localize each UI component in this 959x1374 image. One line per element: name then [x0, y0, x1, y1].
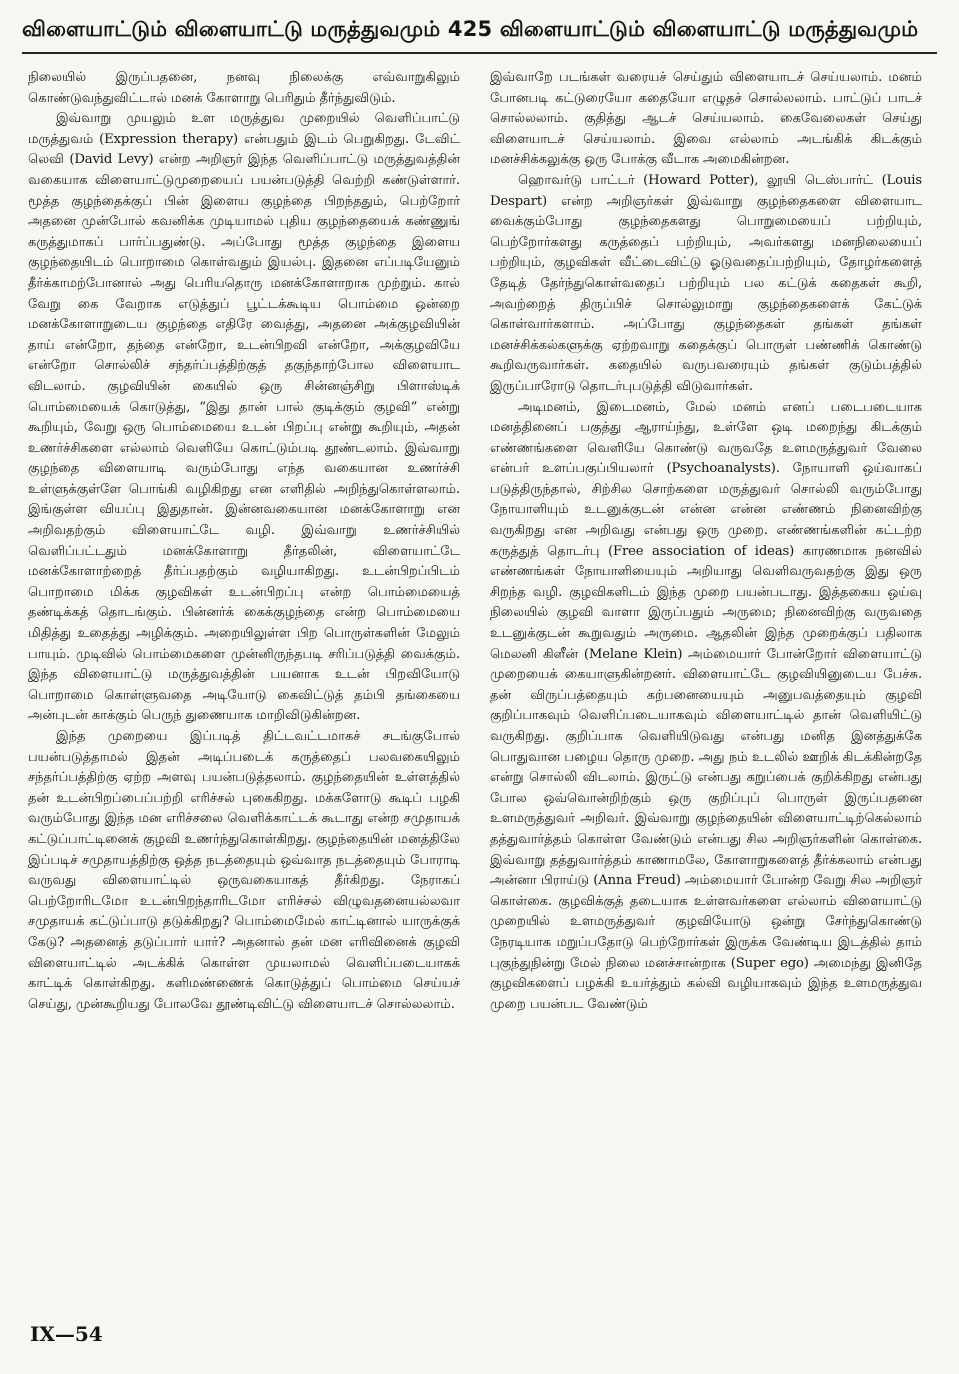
header-rule: [22, 52, 937, 54]
running-header: விளையாட்டும் விளையாட்டு மருத்துவமும் 425 விளையாட்டும் விளையாட்டு மருத்துவமும்: [22, 17, 919, 41]
paragraph: ஹொவர்டு பாட்டர் (Howard Potter), லூயி டெஸ்பார்ட் (Louis Despart) என்ற அறிஞர்கள் இவ்வாறு குழந்தைகளை விளையாட வைக்கும்போது குழந்தைகளது பொறுமையைப் பற்றியும், பெற்றோர்களது கருத்தைப் பற்றியும், அவர்களது மனநிலையைப் பற்றியும், குழவிகள் வீட்டைவிட்டு ஓடுவதைப்பற்றியும், தோழர்களைத் தேடித் தேர்ந்துகொள்வதைப் பற்றியும் பல கட்டுக் கதைகள் கூறி, அவற்றைத் திருப்பிச் சொல்லுமாறு குழந்தைகளைக் கேட்டுக் கொள்வார்களாம். அப்போது குழந்தைகள் தங்கள் தங்கள் மனச்சிக்கல்களுக்கு ஏற்றவாறு கதைக்குப் பொருள் பண்ணிக் கொண்டு கூறிவருவார்கள். கதையில் வருபவரையும் தங்கள் குடும்பத்தில் இருப்பாரோடு தொடர்புபடுத்தி விடுவார்கள்.: [490, 172, 922, 394]
paragraph: அடிமனம், இடைமனம், மேல் மனம் எனப் படைபடையாக மனத்தினைப் பகுத்து ஆராய்ந்து, உள்ளே ஒடி மறைந்து கிடக்கும் எண்ணங்களை வெளியே கொண்டு வருவதே உளமருத்துவர் வேலை என்பர் உளப்பகுப்பியலார் (Psychoanalysts). நோயாளி ஒய்வாகப் படுத்திருந்தால், சிற்சில சொற்களை மருத்துவர் சொல்லி வரும்போது நோயாளியும் உடனுக்குடன் என்ன என்ன எண்ணம் நினைவிற்கு வருகிறது என அறிவது என்பது ஒரு முறை. எண்ணங்களின் கட்டற்ற கருத்துத் தொடர்பு (Free association of ideas) காரணமாக நனவில் எண்ணங்கள் நோயாளியையும் அறியாது வெளிவருவதற்கு இது ஒரு சிறந்த வழி. குழவிகளிடம் இந்த முறை பயன்படாது. இத்தகைய ஒய்வு நிலையில் குழவி வாளா இருப்பதும் அருமை; நினைவிற்கு வருவதை உடனுக்குடன் கூறுவதும் அருமை. ஆதலின் இந்த முறைக்குப் பதிலாக மெலனி கிளீன் (Melane Klein) அம்மையார் போன்றோர் விளையாட்டு முறையைக் கையாளுகின்றனர். விளையாட்டே குழவியினுடைய பேச்சு. தன் விருப்பத்தையும் கற்பனையையும் அனுபவத்தையும் குழவி குறிப்பாகவும் வெளிப்படையாகவும் விளையாட்டில் தான் வெளியிட்டு வருகிறது. குறிப்பாக வெளியிடுவது என்பது மனித இனத்துக்கே பொதுவான பழைய தொரு முறை. அது நம் உடலில் ஊறிக் கிடக்கின்றதே என்று சொல்லி விடலாம். இருட்டு என்பது கறுப்பைக் குறிக்கிறது என்பது போல ஒவ்வொன்றிற்கும் ஒரு குறிப்புப் பொருள் இருப்பதனை உளமருத்துவர் அறிவர். இவ்வாறு குழந்தையின் விளையாட்டிற்கெல்லாம் தத்துவார்த்தம் கொள்ள வேண்டும் என்பது சில அறிஞர்களின் கொள்கை. இவ்வாறு தத்துவார்த்தம் காணாமலே, கோளாறுகளைத் தீர்க்கலாம் என்பது அன்னா பிராய்டு (Anna Freud) அம்மையார் போன்ற வேறு சில அறிஞர் கொள்கை. குழவிக்குத் தடையாக உள்ளவர்களை எல்லாம் விளையாட்டு முறையில் உளமருத்துவர் குழவியோடு ஒன்று சேர்ந்துகொண்டு நேரடியாக மறுப்பதோடு பெற்றோர்கள் இருக்க வேண்டிய இடத்தில் தாம் புகுந்துநின்று மேல் நிலை மனச்சான்றாக (Super ego) அமைந்து இனிதே குழவிகளைப் பழக்கி உயர்த்தும் கல்வி வழியாகவும் இந்த உளமருத்துவ முறை பயன்பட வேண்டும்: [490, 399, 922, 1012]
right-column: [490, 68, 922, 1328]
paragraph: இவ்வாறே படங்கள் வரையச் செய்தும் விளையாடச் செய்யலாம். மனம் போனபடி கட்டுரையோ கதையோ எழுதச் சொல்லலாம். பாட்டுப் பாடச் சொல்லலாம். குதித்து ஆடச் செய்யலாம். கைவேலைகள் செய்து விளையாடச் செய்யலாம். இவை எல்லாம் அடங்கிக் கிடக்கும் மனச்சிக்கலுக்கு ஒரு போக்கு வீடாக அமைகின்றன.: [490, 70, 922, 168]
paragraph: இவ்வாறு முயலும் உள மருத்துவ முறையில் வெளிப்பாட்டு மருத்துவம் (Expression therapy) என்பதும் இடம் பெறுகிறது. டேவிட் லெவி (David Levy) என்ற அறிஞர் இந்த வெளிப்பாட்டு மருத்துவத்தின் வகையாக விளையாட்டுமுறையைப் பயன்படுத்தி வெற்றி கண்டுள்ளார். மூத்த குழந்தைக்குப் பின் இளைய குழந்தை பிறந்ததும், பெற்றோர் அதனை முன்போல் கவனிக்க முடியாமல் புதிய குழந்தையைக் கண்ணுங் கருத்துமாகப் பார்ப்பதுண்டு. அப்போது மூத்த குழந்தை இளைய குழந்தையிடம் பொறாமை கொள்வதும் இயல்பு. இதனை எப்படியேனும் தீர்க்காமற்போனால் அது பெரியதொரு மனக்கோளாறாக முற்றும். கால் வேறு கை வேறாக எடுத்துப் பூட்டக்கூடிய பொம்மை ஒன்றை மனக்கோளாறுடைய குழந்தை எதிரே வைத்து, அதனை அக்குழவியின் தாய் என்றோ, தந்தை என்றோ, உடன்பிறவி என்றோ, அக்குழவியே என்றோ சொல்லிச் சந்தர்ப்பத்திற்குத் தகுந்தாற்போல விளையாட விடலாம். குழவியின் கையில் ஒரு சின்னஞ்சிறு பிளாஸ்டிக் பொம்மையைக் கொடுத்து, “இது தான் பால் குடிக்கும் குழவி” என்று கூறியும், வேறு ஒரு பொம்மையை உடன் பிறப்பு என்று கூறியும், அதன் உணர்ச்சிகளை எல்லாம் வெளியே கொட்டும்படி தூண்டலாம். இவ்வாறு குழந்தை விளையாடி வரும்போது எந்த வகையான உணர்ச்சி உள்ளுக்குள்ளே பொங்கி வழிகிறது என எளிதில் அறிந்துகொள்ளலாம். இங்குள்ள வியப்பு இதுதான். இன்னவகையான மனக்கோளாறு என அறிவதற்கும் விளையாட்டே வழி. இவ்வாறு உணர்ச்சியில் வெளிப்பட்டதும் மனக்கோளாறு தீர்தலின், விளையாட்டே மனக்கோளாற்றைத் தீர்ப்பதற்கும் வழியாகிறது. உடன்பிறப்பிடம் பொறாமை மிக்க குழவிகள் உடன்பிறப்பு என்ற பொம்மையைத் தண்டிக்கத் தொடங்கும். பின்னர்க் கைக்குழந்தை என்ற பொம்மையை மிதித்து உதைத்து அழிக்கும். அறையிலுள்ள பிற பொருள்களின் மேலும் பாயும். முடிவில் பொம்மைகளை முன்னிருந்தபடி சரிப்படுத்தி வைக்கும். இந்த விளையாட்டு மருத்துவத்தின் பயனாக உடன் பிறவியோடு பொறாமை கொள்ளுவதை அடியோடு கைவிட்டுத் தம்பி தங்கையை அன்புடன் காக்கும் பெருந் துணையாக மாறிவிடுகின்றன.: [28, 111, 460, 724]
paragraph: இந்த முறையை இப்படித் திட்டவட்டமாகச் சடங்குபோல் பயன்படுத்தாமல் இதன் அடிப்படைக் கருத்தைப் பலவகையிலும் சந்தர்ப்பத்திற்கு ஏற்ற அளவு பயன்படுத்தலாம். குழந்தையின் உள்ளத்தில் தன் உடன்பிறப்பைப்பற்றி எரிச்சல் புகைகிறது. மக்களோடு கூடிப் பழகி வரும்போது இந்த மன எரிச்சலை வெளிக்காட்டக் கூடாது என்ற சமுதாயக் கட்டுப்பாட்டினைக் குழவி உணர்ந்துகொள்கிறது. குழந்தையின் மனத்திலே இப்படிச் சமுதாயத்திற்கு ஒத்த நடத்தையும் ஒவ்வாத நடத்தையும் போராடி வருவது விளையாட்டில் ஒருவகையாகத் தீர்கிறது. நேராகப் பெற்றோரிடமோ உடன்பிறந்தாரிடமோ எரிச்சல் விழுவதனையல்லவா சமுதாயக் கட்டுப்பாடு தடுக்கிறது? பொம்மைமேல் காட்டினால் யாருக்குக் கேடு? அதனைத் தடுப்பார் யார்? அதனால் தன் மன எரிவினைக் குழவி விளையாட்டில் அடக்கிக் கொள்ள முயலாமல் வெளிப்படையாகக் காட்டிக் கொள்கிறது. களிமண்ணைக் கொடுத்துப் பொம்மை செய்யச் செய்து, முன்கூறியது போலவே தூண்டிவிட்டு விளையாடச் சொல்லலாம்.: [28, 729, 460, 1012]
paragraph: நிலையில் இருப்பதனை, நனவு நிலைக்கு எவ்வாறுகிலும் கொண்டுவந்துவிட்டால் மனக் கோளாறு பெரிதும் தீர்ந்துவிடும்.: [28, 70, 460, 106]
page-folio: IX—54: [30, 1322, 103, 1346]
left-column: [28, 68, 460, 1328]
